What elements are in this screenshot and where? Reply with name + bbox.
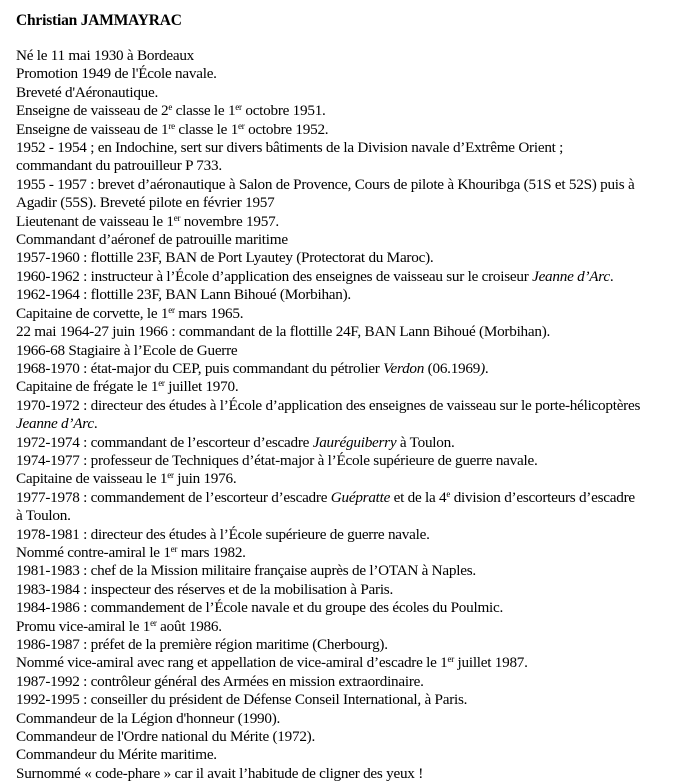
biography-line (16, 397, 692, 415)
italic-text: Guépratte (330, 488, 391, 506)
italic-text: ) (480, 359, 485, 377)
biography-line (16, 489, 692, 507)
biography-line (16, 562, 692, 580)
text-segment: Nommé vice-amiral avec rang et appellation de vice-amiral d’escadre le 1 (16, 654, 448, 672)
text-segment: 1955 - 1957 : brevet d’aéronautique à Salon de Provence, Cours de pilote à Khouribga (51S et 52S) puis à (16, 175, 635, 193)
biography-line (16, 544, 692, 562)
biography-line (16, 746, 692, 764)
superscript: er (235, 102, 242, 113)
text-segment: 1960-1962 : instructeur à l’École d’application des enseignes de vaisseau sur le croiseur (16, 267, 533, 285)
biography-line (16, 581, 692, 599)
text-segment: mars 1982. (177, 543, 246, 561)
text-segment: 1978-1981 : directeur des études à l’École supérieure de guerre navale. (16, 525, 430, 543)
biography-line (16, 157, 692, 175)
italic-text: Jeanne d’Arc (16, 415, 94, 433)
biography-line (16, 249, 692, 267)
text-segment: octobre 1952. (244, 120, 329, 138)
biography-line (16, 176, 692, 194)
text-segment: 22 mai 1964-27 juin 1966 : commandant de la flottille 24F, BAN Lann Bihoué (Morbihan). (16, 323, 551, 341)
biography-line (16, 434, 692, 452)
superscript: er (170, 543, 178, 554)
text-segment: 1957-1960 : flottille 23F, BAN de Port Lyautey (Protectorat du Maroc). (16, 249, 434, 267)
biography-line (16, 47, 692, 65)
biography-line (16, 728, 692, 746)
biography-line (16, 65, 692, 83)
biography-line (16, 526, 692, 544)
biography-line (16, 360, 692, 378)
text-segment: Agadir (55S). Breveté pilote en février 1957 (16, 194, 275, 212)
text-segment: . (609, 267, 614, 285)
text-segment: . (484, 359, 489, 377)
text-segment: 1970-1972 : directeur des études à l’École d’application des enseignes de vaisseau sur le porte-hélicoptères (16, 396, 641, 414)
biography-line (16, 636, 692, 654)
text-segment: août 1986. (156, 617, 222, 635)
text-segment: juillet 1987. (454, 654, 528, 672)
biography-body (16, 47, 692, 783)
superscript: er (173, 212, 181, 223)
biography-line (16, 654, 692, 672)
text-segment: Promu vice-amiral le 1 (16, 617, 151, 635)
text-segment: Enseigne de vaisseau de 2 (16, 102, 169, 120)
biography-line (16, 121, 692, 139)
biography-line (16, 231, 692, 249)
italic-text: Verdon (383, 359, 425, 377)
superscript: er (168, 304, 175, 315)
biography-line (16, 415, 692, 433)
biography-line (16, 323, 692, 341)
biography-line (16, 673, 692, 691)
text-segment: 1966-68 Stagiaire à l’Ecole de Guerre (16, 341, 238, 359)
biography-line (16, 452, 692, 470)
text-segment: Commandeur de la Légion d'honneur (1990). (16, 709, 281, 727)
text-segment: 1972-1974 : commandant de l’escorteur d’escadre (16, 433, 313, 451)
text-segment: Nommé contre-amiral le 1 (16, 543, 171, 561)
text-segment: Enseigne de vaisseau de 1 (16, 120, 169, 138)
text-segment: division d’escorteurs d’escadre (450, 488, 635, 506)
biography-line (16, 194, 692, 212)
biography-line (16, 618, 692, 636)
biography-line (16, 268, 692, 286)
superscript: er (238, 120, 245, 131)
text-segment: 1962-1964 : flottille 23F, BAN Lann Bihoué (Morbihan). (16, 286, 351, 304)
text-segment: à Toulon. (396, 433, 455, 451)
text-segment: 1981-1983 : chef de la Mission militaire française auprès de l’OTAN à Naples. (16, 562, 476, 580)
text-segment: novembre 1957. (180, 212, 279, 230)
superscript: e (446, 488, 451, 499)
biography-line (16, 84, 692, 102)
biography-line (16, 765, 692, 783)
text-segment: 1984-1986 : commandement de l’École navale et du groupe des écoles du Poulmic. (16, 599, 504, 617)
text-segment: commandant du patrouilleur P 733. (16, 157, 222, 175)
superscript: er (158, 378, 165, 389)
text-segment: octobre 1951. (241, 102, 326, 120)
text-segment: 1987-1992 : contrôleur général des Armées en mission extraordinaire. (16, 672, 424, 690)
text-segment: 1992-1995 : conseiller du président de Défense Conseil International, à Paris. (16, 691, 468, 709)
document-title: Christian JAMMAYRAC (16, 12, 182, 29)
text-segment: (06.1969 (424, 359, 481, 377)
text-segment: . (93, 415, 98, 433)
biography-line (16, 342, 692, 360)
superscript: er (167, 470, 174, 481)
biography-line (16, 139, 692, 157)
superscript: er (150, 617, 157, 628)
biography-line (16, 691, 692, 709)
text-segment: Capitaine de vaisseau le 1 (16, 470, 168, 488)
biography-line (16, 286, 692, 304)
text-segment: Promotion 1949 de l'École navale. (16, 65, 217, 83)
biography-line (16, 710, 692, 728)
biography-line (16, 378, 692, 396)
text-segment: Surnommé « code-phare » car il avait l’habitude de cligner des yeux ! (16, 764, 423, 782)
text-segment: juillet 1970. (164, 378, 239, 396)
biography-line (16, 305, 692, 323)
text-segment: Commandeur de l'Ordre national du Mérite (1972). (16, 728, 316, 746)
text-segment: classe le 1 (172, 102, 236, 120)
text-segment: 1952 - 1954 ; en Indochine, sert sur divers bâtiments de la Division navale d’Extrême Orient ; (16, 139, 564, 157)
text-segment: Né le 11 mai 1930 à Bordeaux (16, 47, 195, 64)
text-segment: Commandant d’aéronef de patrouille maritime (16, 231, 288, 249)
text-segment: juin 1976. (173, 470, 237, 488)
superscript: er (447, 654, 454, 665)
text-segment: Lieutenant de vaisseau le 1 (16, 212, 174, 230)
biography-line (16, 599, 692, 617)
text-segment: à Toulon. (16, 507, 71, 525)
text-segment: 1983-1984 : inspecteur des réserves et de la mobilisation à Paris. (16, 580, 394, 598)
superscript: re (168, 120, 175, 131)
biography-line (16, 470, 692, 488)
text-segment: Capitaine de corvette, le 1 (16, 304, 169, 322)
text-segment: Commandeur du Mérite maritime. (16, 746, 217, 764)
text-segment: 1986-1987 : préfet de la première région maritime (Cherbourg). (16, 636, 388, 653)
text-segment: classe le 1 (174, 120, 239, 138)
text-segment: 1968-1970 : état-major du CEP, puis commandant du pétrolier (16, 359, 384, 377)
text-segment: Breveté d'Aéronautique. (16, 83, 159, 101)
italic-text: Jeanne d’Arc (532, 267, 610, 285)
superscript: e (168, 102, 173, 113)
text-segment: 1974-1977 : professeur de Techniques d’état-major à l’École supérieure de guerre navale. (16, 451, 538, 469)
biography-line (16, 507, 692, 525)
text-segment: 1977-1978 : commandement de l’escorteur d’escadre (16, 488, 331, 506)
text-segment: mars 1965. (174, 304, 244, 322)
text-segment: et de la 4 (390, 488, 447, 506)
biography-line (16, 213, 692, 231)
text-segment: Capitaine de frégate le 1 (16, 378, 159, 396)
italic-text: Jauréguiberry (312, 433, 397, 451)
biography-line (16, 102, 692, 120)
